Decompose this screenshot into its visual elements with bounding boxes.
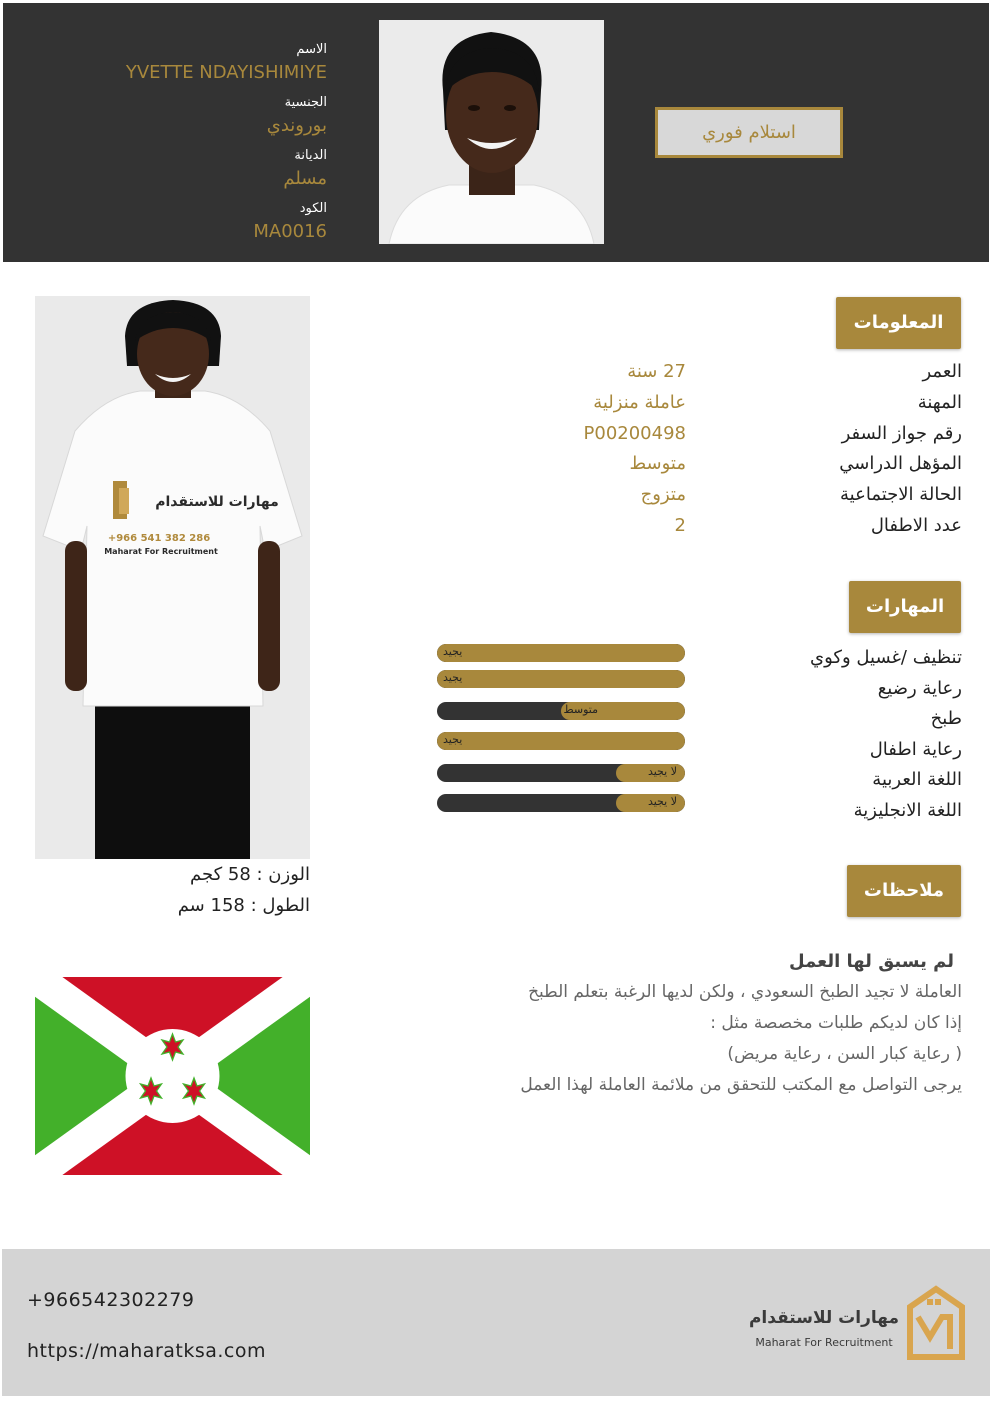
- name-label: الاسم: [296, 42, 327, 57]
- children-value: 2: [674, 515, 686, 536]
- notes-line: العاملة لا تجيد الطبخ السعودي ، ولكن لديها الرغبة بتعلم الطبخ: [528, 982, 962, 1002]
- skills-heading: المهارات: [849, 581, 961, 633]
- shirt-brand-ar: مهارات للاستقدام: [155, 494, 279, 510]
- profession-label: المهنة: [917, 392, 962, 413]
- profession-value: عاملة منزلية: [593, 392, 686, 413]
- skill-label: طبخ: [930, 708, 962, 729]
- info-row-passport: [560, 423, 962, 454]
- skill-level-text: لا يجيد: [647, 795, 677, 808]
- skill-label: اللغة العربية: [872, 769, 962, 790]
- skill-level-bar: [437, 702, 685, 720]
- skill-level-bar: [437, 794, 685, 812]
- full-body-photo: [35, 296, 310, 859]
- skill-level-text: يجيد: [443, 733, 463, 746]
- religion-value: مسلم: [283, 168, 327, 189]
- house-logo-icon: [910, 1289, 962, 1357]
- footer-bar: [2, 1249, 990, 1396]
- shirt-phone: +966 541 382 286: [107, 533, 211, 544]
- education-label: المؤهل الدراسي: [839, 453, 962, 474]
- age-value: 27 سنة: [627, 361, 686, 382]
- skill-label: رعاية رضيع: [877, 678, 962, 699]
- skill-level-text: يجيد: [443, 645, 463, 658]
- burundi-flag-icon: [35, 977, 310, 1175]
- nationality-label: الجنسية: [284, 95, 327, 110]
- header-fields: [27, 41, 327, 253]
- skill-level-fill: [437, 644, 685, 662]
- notes-title: لم يسبق لها العمل: [789, 951, 954, 972]
- info-heading: المعلومات: [836, 297, 961, 349]
- notes-line: ( رعاية كبار السن ، رعاية مريض): [727, 1044, 962, 1064]
- skill-level-bar: [437, 732, 685, 750]
- nationality-value: بوروندي: [266, 115, 327, 136]
- weight-text: الوزن : 58 كجم: [190, 864, 310, 885]
- skill-level-text: يجيد: [443, 671, 463, 684]
- code-value: MA0016: [253, 221, 327, 242]
- age-label: العمر: [922, 361, 962, 382]
- notes-heading: ملاحظات: [847, 865, 961, 917]
- info-row-education: [560, 453, 962, 484]
- code-label: الكود: [299, 201, 327, 216]
- marital-label: الحالة الاجتماعية: [840, 484, 962, 505]
- logo-text-ar: مهارات للاستقدام: [748, 1308, 900, 1328]
- notes-line: إذا كان لديكم طلبات مخصصة مثل :: [710, 1013, 962, 1033]
- height-text: الطول : 158 سم: [177, 895, 310, 916]
- info-row-children: [560, 515, 962, 546]
- skill-level-text: لا يجيد: [647, 765, 677, 778]
- passport-value: P00200498: [583, 423, 686, 444]
- skill-label: رعاية اطفال: [869, 739, 962, 760]
- shirt-logo-icon: [113, 481, 129, 519]
- religion-label: الديانة: [294, 148, 327, 163]
- name-value: YVETTE NDAYISHIMIYE: [125, 62, 327, 83]
- company-logo: [744, 1285, 970, 1361]
- shirt-brand-en: Maharat For Recruitment: [104, 547, 218, 556]
- notes-body: [402, 946, 962, 1101]
- children-label: عدد الاطفال: [870, 515, 962, 536]
- skill-level-bar: [437, 764, 685, 782]
- info-row-age: [560, 361, 962, 392]
- info-row-profession: [560, 392, 962, 423]
- portrait-photo: [379, 20, 604, 244]
- header-bar: [3, 3, 989, 262]
- skill-level-fill: [437, 670, 685, 688]
- instant-delivery-button[interactable]: استلام فوري: [655, 107, 843, 158]
- info-row-marital: [560, 484, 962, 515]
- logo-text-en: Maharat For Recruitment: [755, 1336, 893, 1349]
- education-value: متوسط: [629, 453, 686, 474]
- footer-website-link[interactable]: https://maharatksa.com: [27, 1340, 267, 1362]
- skill-level-text: متوسط: [563, 703, 599, 716]
- skill-level-fill: [437, 732, 685, 750]
- marital-value: متزوج: [640, 484, 686, 505]
- skill-label: تنظيف /غسيل وكوي: [810, 647, 962, 668]
- skill-label: اللغة الانجليزية: [853, 800, 962, 821]
- passport-label: رقم جواز السفر: [841, 423, 962, 444]
- skill-level-bar: [437, 644, 685, 662]
- footer-phone[interactable]: +966542302279: [27, 1289, 195, 1311]
- notes-line: يرجى التواصل مع المكتب للتحقق من ملائمة العاملة لهذا العمل: [520, 1075, 962, 1095]
- skill-level-bar: [437, 670, 685, 688]
